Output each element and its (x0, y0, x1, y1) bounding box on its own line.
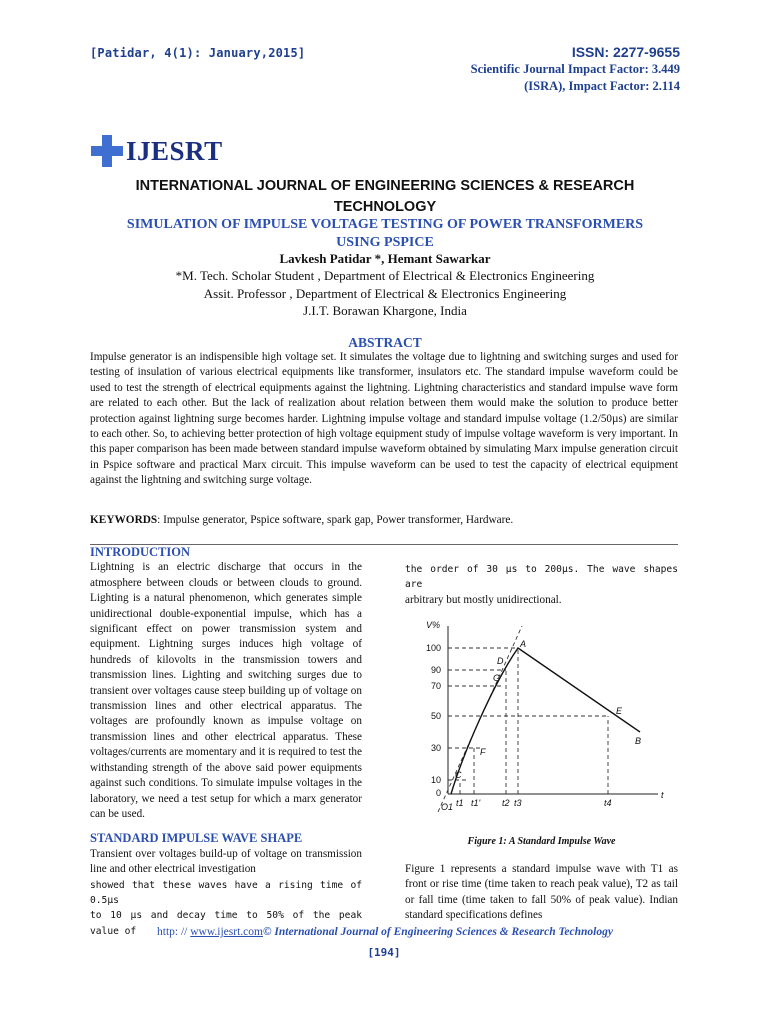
right-column-top (405, 562, 678, 608)
journal-name (90, 176, 680, 218)
journal-name-line2: TECHNOLOGY (333, 199, 437, 215)
plus-logo-icon (90, 134, 124, 168)
authors: Lavkesh Patidar *, Hemant Sawarkar (279, 251, 491, 266)
page-number: [194] (367, 946, 401, 959)
right-text: arbitrary but mostly unidirectional. (405, 593, 562, 606)
logo-text: IJESRT (126, 135, 223, 166)
ytick-70: 70 (431, 681, 442, 691)
intro-heading: INTRODUCTION (90, 545, 191, 559)
paper-title-line1: SIMULATION OF IMPULSE VOLTAGE TESTING OF POWER TRANSFORMERS (126, 217, 644, 232)
ytick-100: 100 (426, 643, 442, 653)
keywords-text: : Impulse generator, Pspice software, spark gap, Power transformer, Hardware. (157, 514, 514, 526)
journal-metrics (471, 44, 680, 95)
affiliation-2: Assit. Professor , Department of Electrical & Electronics Engineering (203, 285, 567, 301)
affiliation-3: J.I.T. Borawan Khargone, India (303, 303, 467, 318)
point-d: D (497, 656, 504, 666)
right-column-bottom (405, 862, 678, 924)
standard-heading: STANDARD IMPULSE WAVE SHAPE (90, 831, 303, 846)
impact-factor-2: (ISRA), Impact Factor: 2.114 (524, 79, 680, 93)
journal-name-line1: INTERNATIONAL JOURNAL OF ENGINEERING SCIENCES & RESEARCH (135, 178, 635, 194)
abstract-body (90, 350, 678, 489)
footer-copyright: © International Journal of Engineering Sciences & Research Technology (262, 926, 613, 938)
left-column (90, 545, 362, 939)
affiliations (90, 267, 680, 320)
guide-lines (438, 626, 608, 812)
intro-text: Lightning is an electric discharge that occurs in the atmosphere between clouds or between clouds to ground. Lighting is a natural phenomenon, which generates simple unidirectional double-exponential impulse, which has a significant effect on power transmission system and equipment. Lightning surges induces high voltage of hundreds of kilovolts in the transmission towers and transmission lines. Lighting and switching surges due to transient over voltages cause steep building up of voltage on transmission lines and other electrical apparatus. The voltages are profoundly known as impulse voltage on transmission lines and other electrical apparatus. These voltages/currents are momentary and it is required to test the withstanding strength of the above said power equipments against such conditions. To simulate impulse voltages in the laboratory, we need a test setup for which a marx generator can be used. (90, 561, 362, 820)
standard-text-mono2: to 10 µs and decay time to 50% of the peak value of (90, 910, 362, 937)
standard-text: Transient over voltages build-up of voltage on transmission line and other electrical investigation (90, 847, 362, 876)
ytick-0: 0 (436, 788, 442, 798)
abstract-heading: ABSTRACT (348, 335, 422, 350)
ytick-30: 30 (431, 743, 442, 753)
figure-caption: Figure 1: A Standard Impulse Wave (467, 836, 616, 847)
point-a: A (520, 639, 527, 649)
ytick-10: 10 (431, 775, 442, 785)
impulse-wave-figure (418, 614, 670, 820)
paper-title-line2: USING PSPICE (336, 235, 434, 250)
keywords-label: KEYWORDS (90, 514, 158, 526)
impact-factor-1: Scientific Journal Impact Factor: 3.449 (470, 62, 680, 76)
ytick-90: 90 (431, 665, 442, 675)
issn: ISSN: 2277-9655 (571, 44, 680, 60)
standard-text-mono1: showed that these waves have a rising time of 0.5µs (90, 879, 362, 906)
x-axis-label: t (661, 790, 664, 800)
tlabel-t2: t2 (502, 798, 510, 808)
tlabel-t1: t1 (456, 798, 464, 808)
keywords (90, 514, 680, 526)
right-text-mono: the order of 30 µs to 200µs. The wave shapes are (405, 564, 678, 591)
citation: [Patidar, 4(1): January,2015] (90, 46, 306, 60)
footer-prefix: http: // (157, 926, 191, 938)
point-c: C (455, 770, 462, 780)
tlabel-t4: t4 (604, 798, 612, 808)
affiliation-1: *M. Tech. Scholar Student , Department of Electrical & Electronics Engineering (175, 268, 595, 283)
point-g: G (493, 673, 501, 683)
journal-logo (90, 134, 223, 168)
tlabel-t3: t3 (514, 798, 522, 808)
origin-label: O1 (441, 802, 454, 812)
tlabel-t1prime: t1' (471, 798, 481, 808)
ytick-50: 50 (431, 711, 442, 721)
y-axis-label: V% (426, 620, 441, 630)
figure-description: Figure 1 represents a standard impulse wave with T1 as front or rise time (time taken to reach peak value), T2 as tail or fall time (time taken to fall 50% of peak value). Indian standard specifications defines (405, 863, 678, 922)
paper-title (90, 216, 680, 252)
point-b: B (635, 736, 642, 746)
point-e: E (616, 706, 623, 716)
journal-website-link[interactable]: www.ijesrt.com (190, 926, 263, 938)
abstract-text: Impulse generator is an indispensible high voltage set. It simulates the voltage due to lightning and switching surges and used for testing of insulation of various electrical equipments like transformer, insulators etc. The standard impulse waveform could be used to test the strength of electrical equipments against the lightning. Lightning characteristics and standard impulse wave form are related to each other. But the lack of realization about relation between them would make the solution to produce better protection against lightning surge becomes harder. Lightning impulse voltage and standard impulse voltage (1.2/50µs) are similar to each other. So, to achieving better protection of high voltage equipment study of impulse voltage waveform is very important. In this paper comparison has been made between standard impulse waveform obtained by simulating Marx impulse generation circuit in Pspice software and practical Marx circuit. This impulse waveform can be used to test the capacity of electrical equipment against the lightning and switching surge voltage. (90, 351, 678, 487)
footer (90, 926, 680, 938)
point-f: F (480, 747, 486, 757)
